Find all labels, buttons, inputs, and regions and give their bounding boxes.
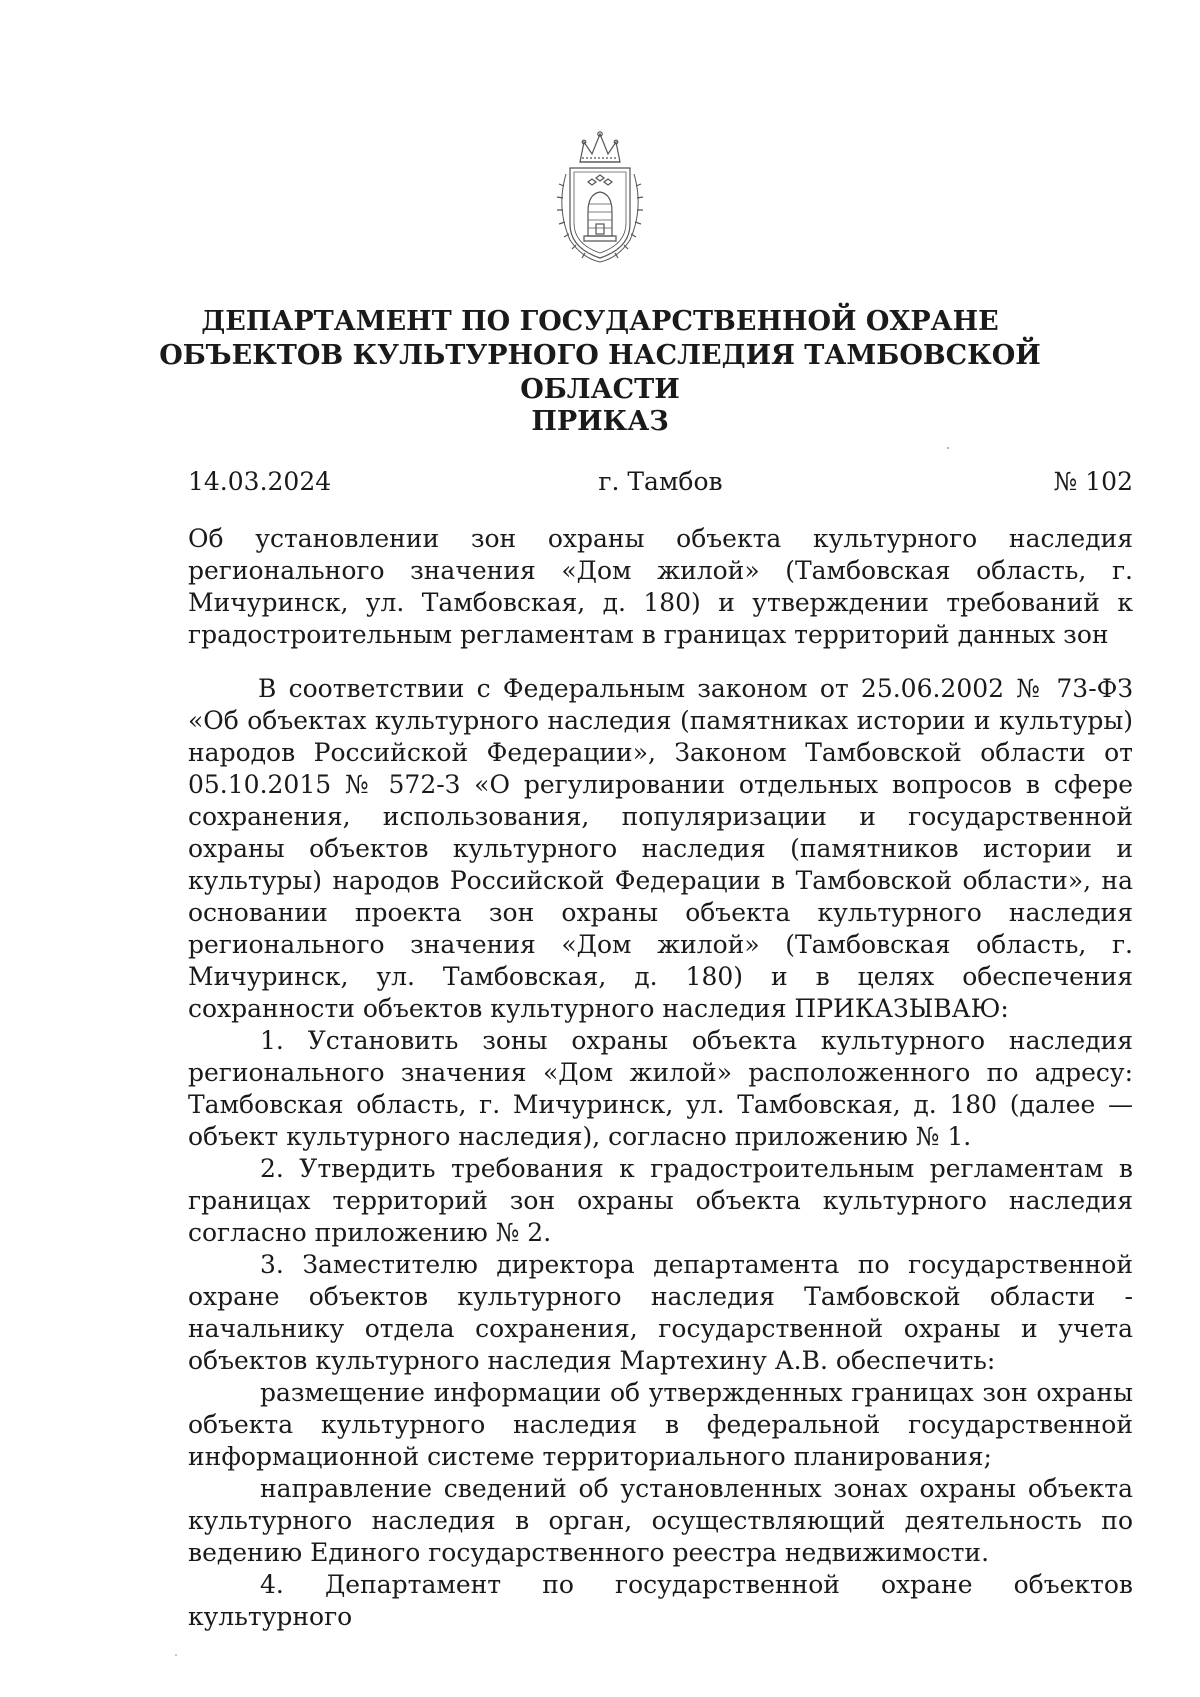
order-item-3: 3. Заместителю директора департамента по государственной охране объектов культурного наследия Тамбовской области - начальнику отдела сохранения, государственной охраны и учета объектов культурного наследия Мартехину А.В. обеспечить: [188,1250,1133,1375]
order-item-3-subitem-a: размещение информации об утвержденных границах зон охраны объекта культурного наследия в федеральной государственной информационной системе территориального планирования; [188,1378,1133,1471]
order-meta-row [188,465,1133,499]
tambov-coat-of-arms-emblem [548,128,652,264]
order-number: № 102 [1053,467,1133,496]
document-type-title: ПРИКАЗ [531,406,669,437]
order-item-2: 2. Утвердить требования к градостроительным регламентам в границах территорий зон охраны объекта культурного наследия согласно приложению № 2. [188,1154,1133,1247]
order-item-3-subitem-b: направление сведений об установленных зонах охраны объекта культурного наследия в орган, осуществляющий деятельность по ведению Единого государственного реестра недвижимости. [188,1474,1133,1567]
order-city: г. Тамбов [598,467,723,496]
preamble-paragraph: В соответствии с Федеральным законом от 25.06.2002 № 73-ФЗ «Об объектах культурного наследия (памятниках истории и культуры) народов Российской Федерации», Законом Тамбовской области от 05.10.2015 № 572-З «О регулировании отдельных вопросов в сфере сохранения, использования, популяризации и государственной охраны объектов культурного наследия (памятников истории и культуры) народов Российской Федерации в Тамбовской области», на основании проекта зон охраны объекта культурного наследия регионального значения «Дом жилой» (Тамбовская область, г. Мичуринск, ул. Тамбовская, д. 180) и в целях обеспечения сохранности объектов культурного наследия ПРИКАЗЫВАЮ: [188,674,1133,1023]
order-date: 14.03.2024 [188,467,332,496]
order-subject: Об установлении зон охраны объекта культурного наследия регионального значения «Дом жилой» (Тамбовская область, г. Мичуринск, ул. Тамбовская, д. 180) и утверждении требований к градостроительным регламентам в границах территорий данных зон [188,524,1133,649]
order-body [188,673,1133,1633]
order-item-4: 4. Департамент по государственной охране объектов культурного [188,1570,1133,1631]
order-item-1: 1. Установить зоны охраны объекта культурного наследия регионального значения «Дом жилой» расположенного по адресу: Тамбовская область, г. Мичуринск, ул. Тамбовская, д. 180 (далее — объект культурного наследия), согласно приложению № 1. [188,1026,1133,1151]
department-name: ДЕПАРТАМЕНТ ПО ГОСУДАРСТВЕННОЙ ОХРАНЕ ОБЪЕКТОВ КУЛЬТУРНОГО НАСЛЕДИЯ ТАМБОВСКОЙ ОБЛАСТИ [159,306,1041,405]
